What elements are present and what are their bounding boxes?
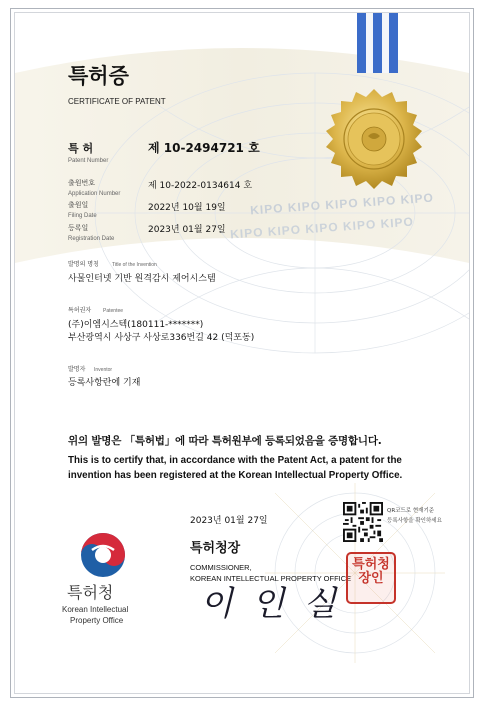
application-number-label: 출원번호 <box>68 179 96 187</box>
application-number-label-en: Application Number <box>68 191 121 197</box>
application-number-value: 제 10-2022-0134614 호 <box>148 181 253 191</box>
inventor-value: 등록사항란에 기재 <box>68 378 141 388</box>
inventor-label: 발명자 <box>68 366 86 373</box>
patent-number-label-en: Patent Number <box>68 158 109 164</box>
invention-label-en: Title of the Invention <box>112 262 157 268</box>
title-korean: 특허증 <box>68 64 129 88</box>
patent-number-value: 제 10-2494721 호 <box>148 141 260 155</box>
logo-korean: 특허청 <box>67 583 114 602</box>
patentee-label: 특허권자 <box>68 307 92 314</box>
certify-statement-korean: 위의 발명은 「특허법」에 따라 특허원부에 등록되었음을 증명합니다. <box>68 435 382 447</box>
invention-value: 사물인터넷 기반 원격감시 제어시스템 <box>68 274 216 284</box>
registration-date-label: 등록일 <box>68 224 89 232</box>
issuer-english-1: COMMISSIONER, <box>190 563 252 572</box>
qr-code-icon <box>343 502 383 542</box>
patentee-label-en: Patentee <box>103 308 124 314</box>
signature: 이 인 실 <box>200 584 341 624</box>
registration-date-value: 2023년 01월 27일 <box>148 225 226 235</box>
kipo-logo-icon <box>78 530 128 580</box>
gold-seal-icon <box>311 88 437 190</box>
patentee-address: 부산광역시 사상구 사상로336번길 42 (덕포동) <box>68 333 255 343</box>
qr-note-2: 등록사항을 확인하세요 <box>387 518 442 524</box>
patent-number-label: 특 허 <box>68 142 94 155</box>
patentee-name: (주)이엠시스텍(180111-*******) <box>68 320 204 330</box>
issuer-korean: 특허청장 <box>190 541 241 556</box>
watermark-text: KIPO KIPO KIPO KIPO KIPO <box>249 190 435 218</box>
logo-english-1: Korean Intellectual <box>62 605 129 614</box>
filing-date-label-en: Filing Date <box>68 213 97 219</box>
filing-date-label: 출원일 <box>68 201 89 209</box>
inventor-label-en: Inventor <box>94 367 113 373</box>
certify-statement-english-1: This is to certify that, in accordance with the Patent Act, a patent for the <box>68 455 402 466</box>
registration-date-label-en: Registration Date <box>68 236 115 242</box>
logo-english-2: Property Office <box>70 616 124 625</box>
issue-date: 2023년 01월 27일 <box>190 516 268 526</box>
filing-date-value: 2022년 10월 19일 <box>148 203 226 213</box>
invention-label: 발명의 명칭 <box>68 261 99 268</box>
ribbon <box>355 13 401 73</box>
qr-note-1: QR코드로 현재기준 <box>387 508 435 514</box>
official-seal-stamp <box>346 552 396 604</box>
watermark-text-2: KIPO KIPO KIPO KIPO KIPO <box>229 214 415 242</box>
seal-text: 특허청장인 <box>352 557 390 586</box>
title-english: CERTIFICATE OF PATENT <box>68 97 166 106</box>
certify-statement-english-2: invention has been registered at the Korean Intellectual Property Office. <box>68 470 403 481</box>
issuer-english-2: KOREAN INTELLECTUAL PROPERTY OFFICE <box>190 574 352 583</box>
